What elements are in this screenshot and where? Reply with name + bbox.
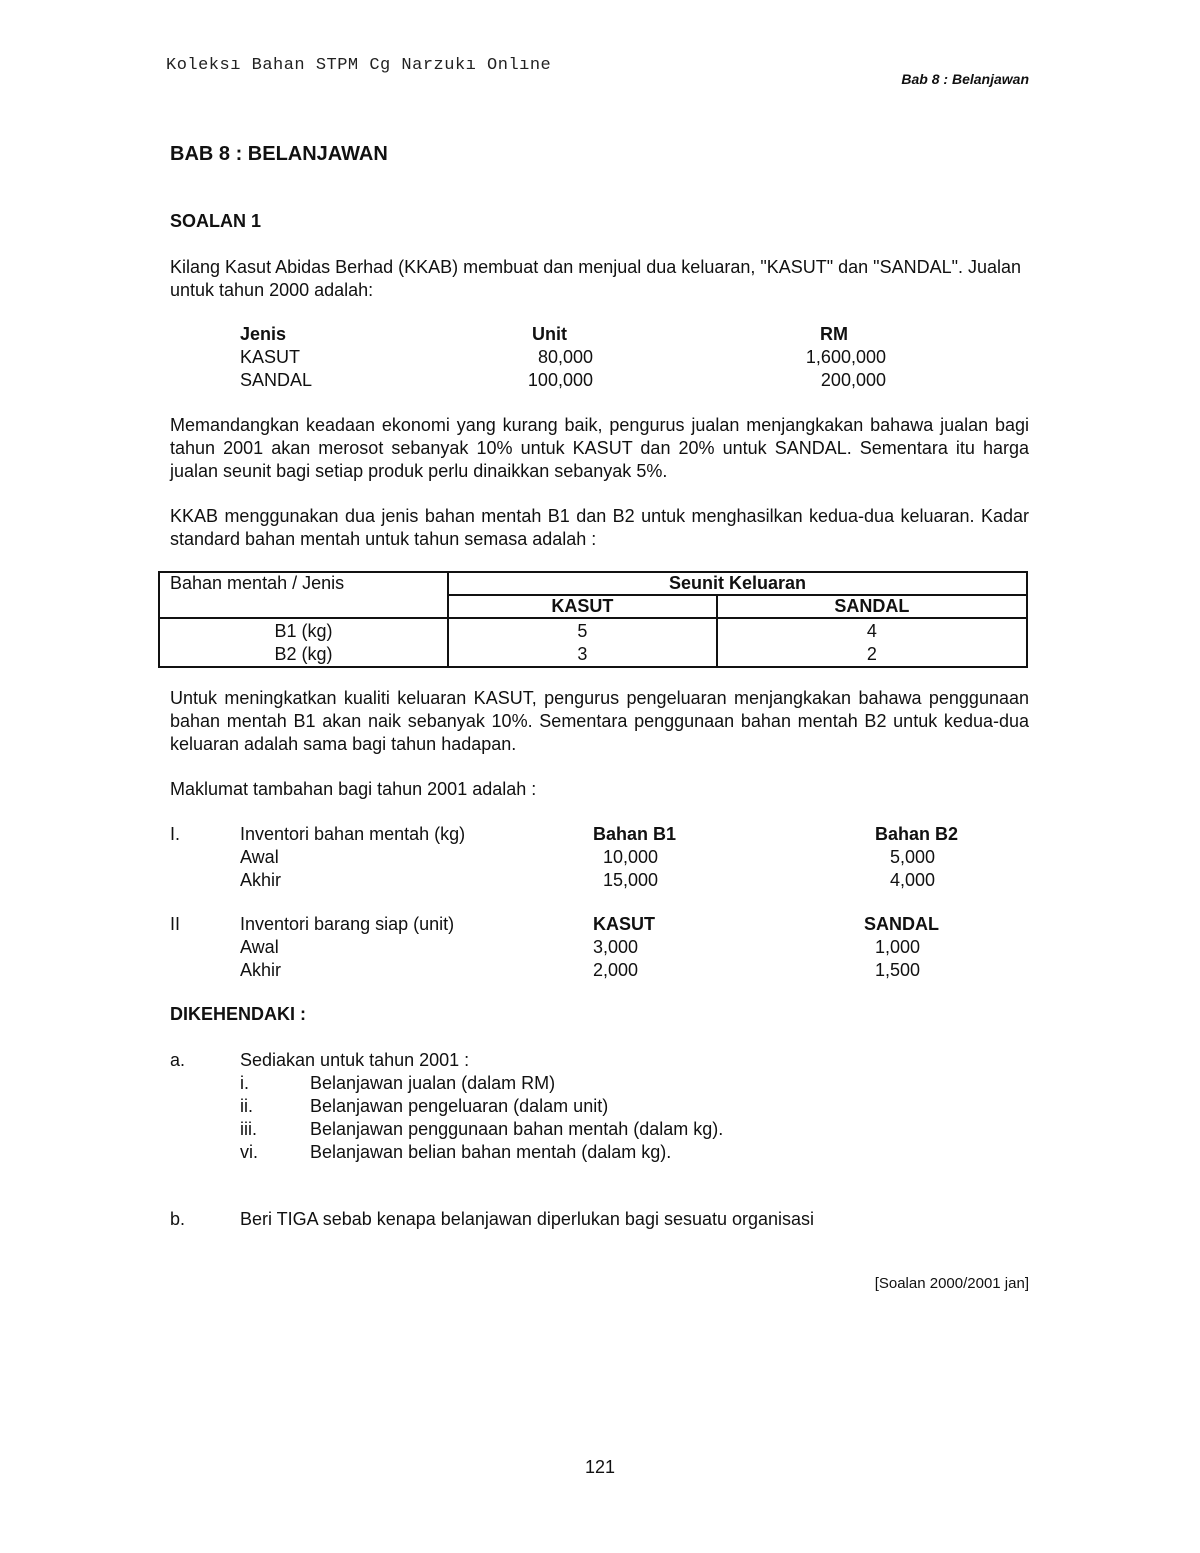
paragraph-additional: Maklumat tambahan bagi tahun 2001 adalah :	[170, 779, 537, 799]
cell-jenis: KASUT	[240, 347, 301, 367]
chapter-title: BAB 8 : BELANJAWAN	[170, 143, 388, 165]
row-label-b2: B2 (kg)	[274, 644, 333, 664]
table-col-kasut: KASUT	[448, 595, 717, 618]
sales-table-header	[170, 323, 1029, 346]
cell-unit: 100,000	[527, 370, 593, 390]
question-source: [Soalan 2000/2001 jan]	[874, 1275, 1029, 1292]
info-header-b2: Bahan B2	[875, 824, 959, 844]
item-text: Belanjawan pengeluaran (dalam unit)	[310, 1096, 609, 1116]
part-a-text: Sediakan untuk tahun 2001 :	[240, 1050, 470, 1070]
sales-table	[170, 323, 1029, 392]
required-part-b	[170, 1208, 1029, 1231]
intro-paragraph: Kilang Kasut Abidas Berhad (KKAB) membuat dan menjual dua keluaran, "KASUT" dan "SANDAL". Jualan untuk tahun 2000 adalah:	[170, 257, 1022, 300]
item-number: i.	[240, 1073, 249, 1093]
item-text: Belanjawan jualan (dalam RM)	[310, 1073, 556, 1093]
part-a-label: a.	[170, 1050, 186, 1070]
table-kasut-values	[448, 618, 717, 667]
cell-rm: 1,600,000	[805, 347, 886, 367]
sales-row-sandal	[170, 369, 1029, 392]
header-jenis: Jenis	[240, 324, 287, 344]
info-value-b1: 10,000	[603, 847, 659, 867]
info-raw-material-inventory	[170, 823, 1029, 892]
info-label: Inventori bahan mentah (kg)	[240, 824, 466, 844]
question-title: SOALAN 1	[170, 211, 262, 231]
cell-b1-kasut: 5	[577, 621, 588, 641]
info-value-b1: 15,000	[603, 870, 659, 890]
watermark-header: Koleksı Bahan STPM Cg Narzukı Onlıne	[166, 56, 552, 75]
part-a-item	[170, 1118, 1029, 1141]
info-header-kasut: KASUT	[593, 914, 655, 934]
item-number: iii.	[240, 1119, 257, 1139]
table-corner: Bahan mentah / Jenis	[159, 572, 448, 618]
item-number: vi.	[240, 1142, 258, 1162]
cell-b2-sandal: 2	[866, 644, 877, 664]
info-value-b2: 5,000	[890, 847, 936, 867]
table-group-header: Seunit Keluaran	[448, 572, 1027, 595]
info-row-label: Akhir	[240, 960, 282, 980]
table-row-labels	[159, 618, 448, 667]
part-b-text: Beri TIGA sebab kenapa belanjawan diperlukan bagi sesuatu organisasi	[240, 1209, 815, 1229]
table-col-sandal: SANDAL	[717, 595, 1027, 618]
item-text: Belanjawan belian bahan mentah (dalam kg).	[310, 1142, 672, 1162]
info-row-label: Awal	[240, 847, 279, 867]
sales-row-kasut	[170, 346, 1029, 369]
info-header-sandal: SANDAL	[864, 914, 939, 934]
header-unit: Unit	[532, 324, 567, 344]
cell-b1-sandal: 4	[866, 621, 877, 641]
info-header-b1: Bahan B1	[593, 824, 677, 844]
part-a-item	[170, 1141, 1029, 1164]
page-number: 121	[584, 1457, 616, 1477]
required-title: DIKEHENDAKI :	[170, 1004, 307, 1024]
required-part-a	[170, 1049, 1029, 1164]
info-value-kasut: 2,000	[593, 960, 639, 980]
info-num: I.	[170, 824, 181, 844]
cell-b2-kasut: 3	[577, 644, 588, 664]
item-text: Belanjawan penggunaan bahan mentah (dalam kg).	[310, 1119, 724, 1139]
info-row-label: Akhir	[240, 870, 282, 890]
table-sandal-values	[717, 618, 1027, 667]
paragraph-materials: KKAB menggunakan dua jenis bahan mentah B1 dan B2 untuk menghasilkan kedua-dua keluaran. Kadar standard bahan mentah untuk tahun semasa adalah :	[170, 506, 1029, 549]
info-num: II	[170, 914, 181, 934]
running-head: Bab 8 : Belanjawan	[901, 71, 1029, 87]
info-finished-goods-inventory	[170, 913, 1029, 982]
info-value-b2: 4,000	[890, 870, 936, 890]
item-number: ii.	[240, 1096, 253, 1116]
cell-jenis: SANDAL	[240, 370, 313, 390]
standard-materials-table	[158, 571, 1028, 668]
paragraph-forecast: Memandangkan keadaan ekonomi yang kurang baik, pengurus jualan menjangkakan bahawa jualan bagi tahun 2001 akan merosot sebanyak 10% untuk KASUT dan 20% untuk SANDAL. Sementara itu harga jualan seunit bagi setiap produk perlu dinaikkan sebanyak 5%.	[170, 415, 1029, 481]
header-rm: RM	[820, 324, 848, 344]
part-b-label: b.	[170, 1209, 186, 1229]
info-row-label: Awal	[240, 937, 279, 957]
cell-rm: 200,000	[820, 370, 886, 390]
info-label: Inventori barang siap (unit)	[240, 914, 455, 934]
info-value-sandal: 1,000	[875, 937, 921, 957]
part-a-item	[170, 1095, 1029, 1118]
row-label-b1: B1 (kg)	[274, 621, 333, 641]
part-a-item	[170, 1072, 1029, 1095]
info-value-kasut: 3,000	[593, 937, 639, 957]
info-value-sandal: 1,500	[875, 960, 921, 980]
paragraph-quality: Untuk meningkatkan kualiti keluaran KASUT, pengurus pengeluaran menjangkakan bahawa penggunaan bahan mentah B1 akan naik sebanyak 10%. Sementara penggunaan bahan mentah B2 untuk kedua-dua keluaran adalah sama bagi tahun hadapan.	[170, 688, 1029, 754]
cell-unit: 80,000	[537, 347, 593, 367]
